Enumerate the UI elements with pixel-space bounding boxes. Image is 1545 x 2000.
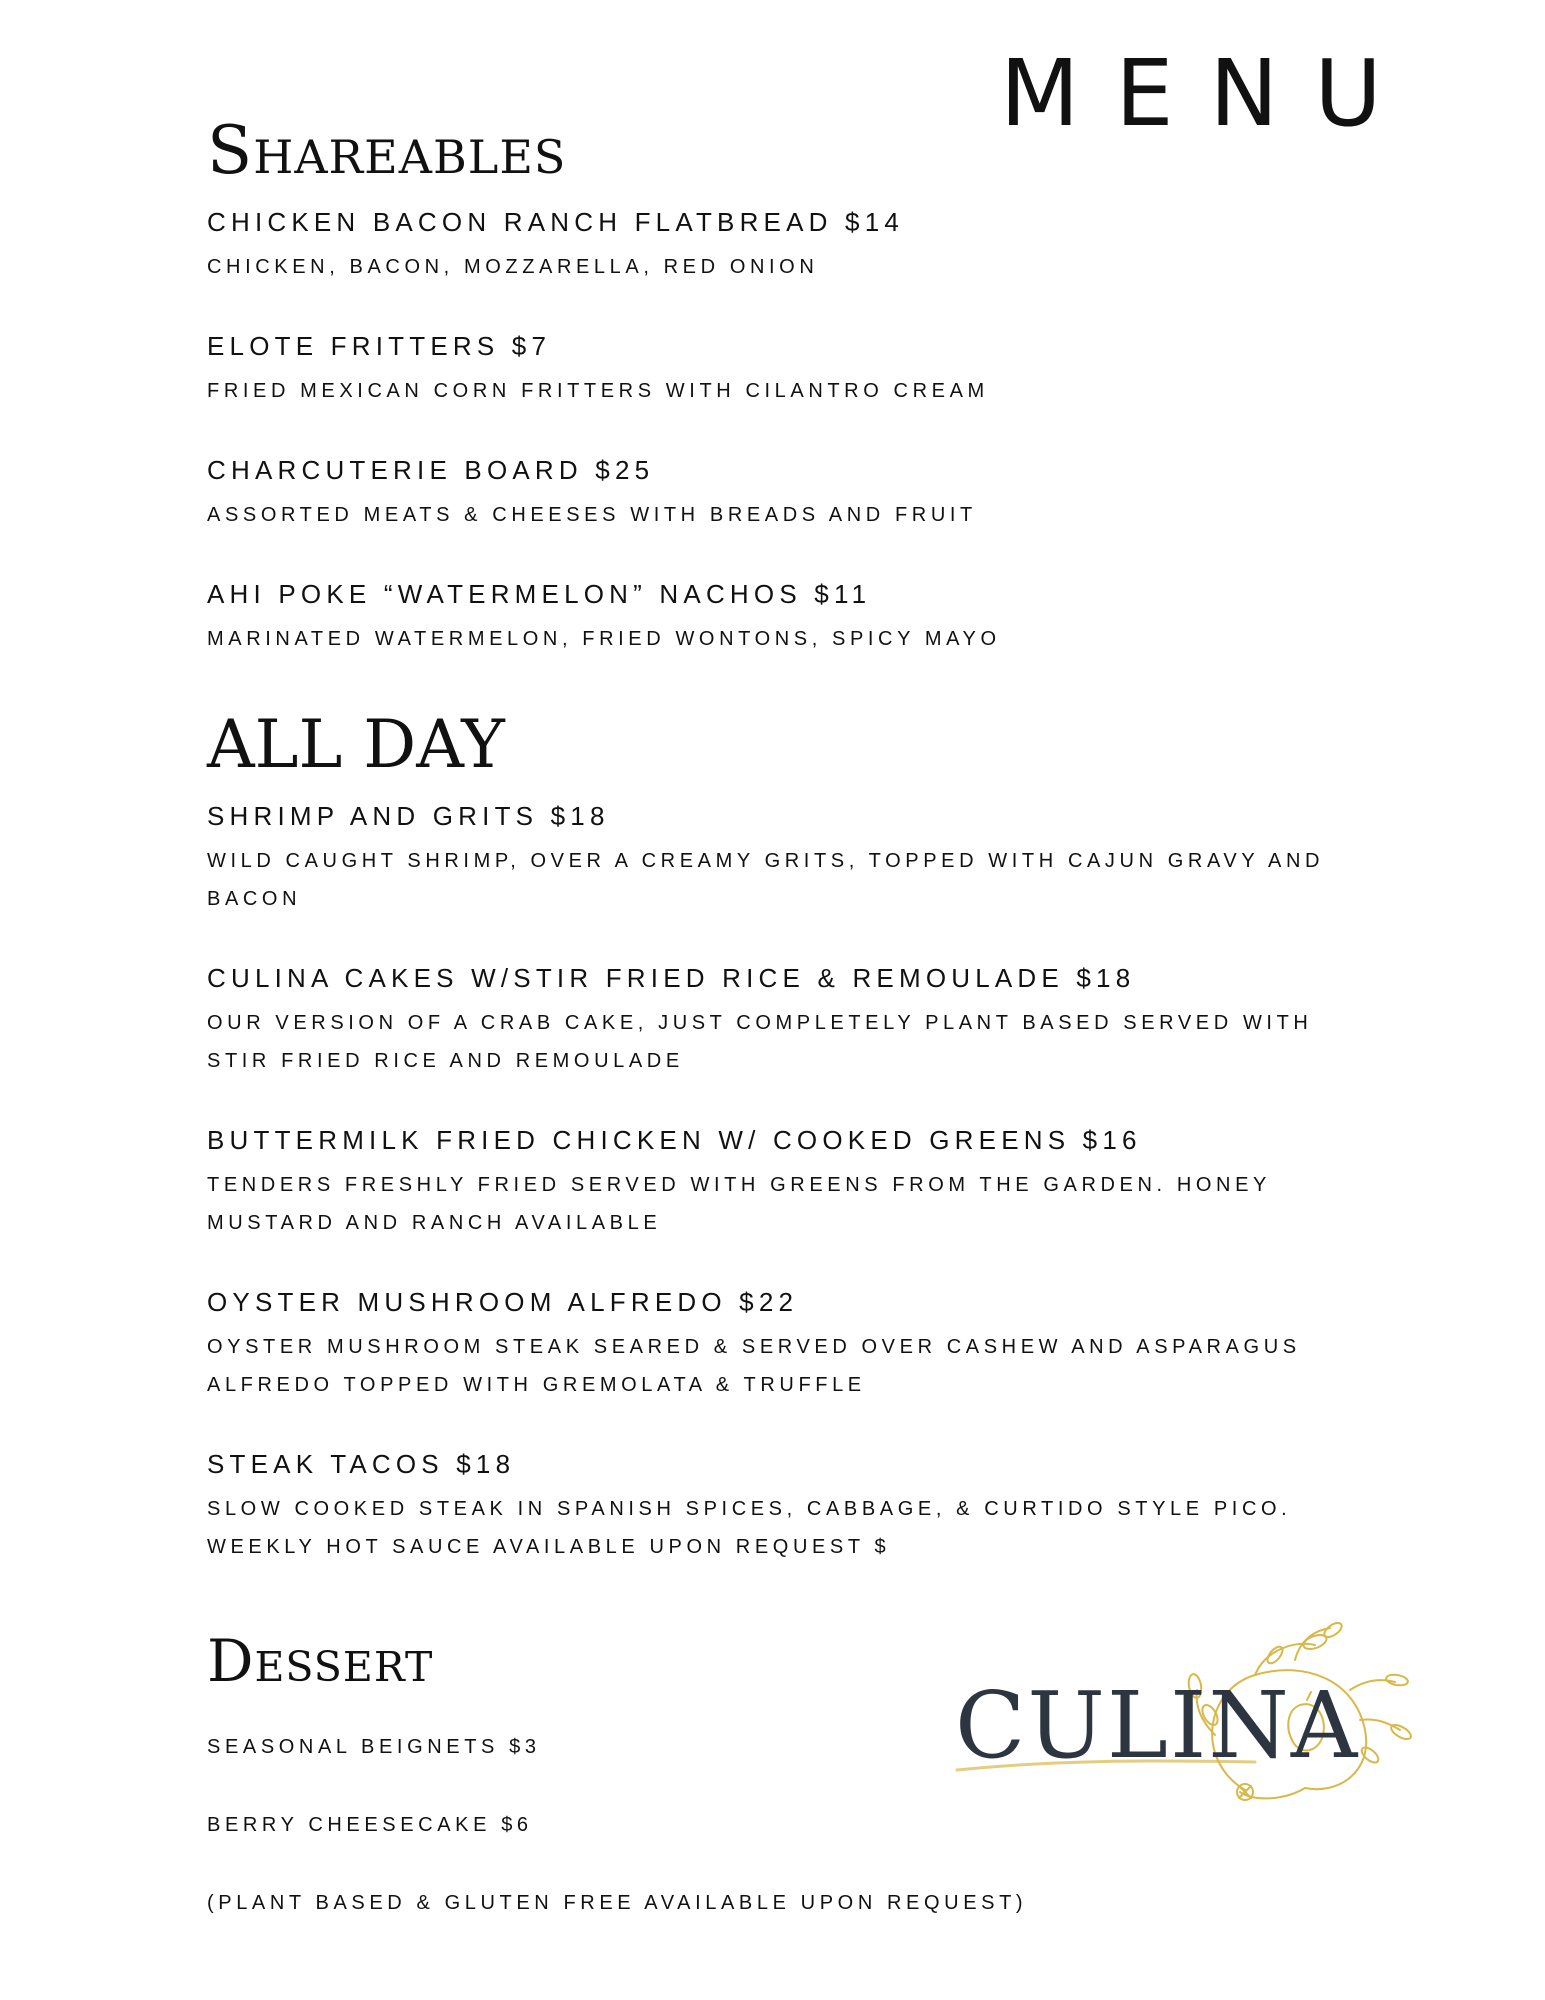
shareables-list [207,206,1347,658]
item-description: SLOW COOKED STEAK IN SPANISH SPICES, CABBAGE, & CURTIDO STYLE PICO. WEEKLY HOT SAUCE AVAILABLE UPON REQUEST $ [207,1498,1292,1558]
item-name: ELOTE FRITTERS $7 [207,331,552,361]
culina-wordmark: CULINA [955,1672,1360,1779]
menu-item [207,1124,1347,1242]
menu-item [207,330,1347,410]
item-name: AHI POKE “WATERMELON” NACHOS $11 [207,579,872,609]
item-name: CHARCUTERIE BOARD $25 [207,455,655,485]
dessert-item: BERRY CHEESECAKE $6 [207,1814,533,1836]
item-description: OYSTER MUSHROOM STEAK SEARED & SERVED OVER CASHEW AND ASPARAGUS ALFREDO TOPPED WITH GREMOLATA & TRUFFLE [207,1336,1301,1396]
item-description: WILD CAUGHT SHRIMP, OVER A CREAMY GRITS, TOPPED WITH CAJUN GRAVY AND BACON [207,850,1325,910]
menu-item [207,206,1347,286]
menu-item [207,1448,1347,1566]
item-name: STEAK TACOS $18 [207,1449,516,1479]
dessert-item: SEASONAL BEIGNETS $3 [207,1736,541,1758]
all-day-list [207,800,1347,1566]
item-description: CHICKEN, BACON, MOZZARELLA, RED ONION [207,256,819,278]
menu-item [207,1286,1347,1404]
menu-item [207,800,1347,918]
item-name: OYSTER MUSHROOM ALFREDO $22 [207,1287,799,1317]
dietary-note: (PLANT BASED & GLUTEN FREE AVAILABLE UPON REQUEST) [207,1892,1028,1914]
menu-item [207,578,1347,658]
all-day-heading: ALL DAY [207,706,505,783]
item-name: CULINA CAKES W/STIR FRIED RICE & REMOULADE $18 [207,963,1136,993]
item-description: TENDERS FRESHLY FRIED SERVED WITH GREENS FROM THE GARDEN. HONEY MUSTARD AND RANCH AVAILABLE [207,1174,1271,1234]
culina-logo [955,1620,1425,1810]
item-description: MARINATED WATERMELON, FRIED WONTONS, SPICY MAYO [207,628,1001,650]
menu-title: MENU [1000,40,1418,147]
item-description: FRIED MEXICAN CORN FRITTERS WITH CILANTRO CREAM [207,380,989,402]
dessert-heading: Dessert [207,1627,434,1695]
dessert-list [207,1734,1027,1968]
item-description: ASSORTED MEATS & CHEESES WITH BREADS AND FRUIT [207,504,977,526]
item-name: SHRIMP AND GRITS $18 [207,801,610,831]
item-description: OUR VERSION OF A CRAB CAKE, JUST COMPLETELY PLANT BASED SERVED WITH STIR FRIED RICE AND REMOULADE [207,1012,1313,1072]
menu-item [207,454,1347,534]
item-name: BUTTERMILK FRIED CHICKEN W/ COOKED GREENS $16 [207,1125,1142,1155]
shareables-heading: Shareables [207,112,567,189]
item-name: CHICKEN BACON RANCH FLATBREAD $14 [207,207,905,237]
menu-item [207,962,1347,1080]
